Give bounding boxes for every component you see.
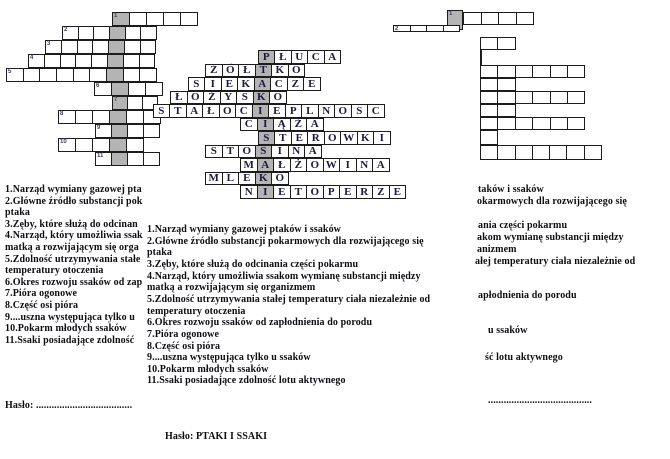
crossword-cell bbox=[532, 145, 550, 160]
crossword-cell bbox=[566, 145, 584, 160]
letter-cell: A bbox=[186, 104, 204, 118]
crossword-cell bbox=[106, 68, 124, 82]
clue-line: 3.Zęby, które służą do odcinania części pokarmu bbox=[147, 259, 359, 270]
letter-cell: C bbox=[270, 77, 288, 91]
letter-cell: A bbox=[257, 158, 275, 172]
letter-cell: N bbox=[240, 185, 258, 199]
crossword-row bbox=[480, 104, 516, 117]
clue-line: 4.Narząd, który umożliwia ssak bbox=[5, 230, 143, 241]
crossword-cell bbox=[550, 91, 568, 104]
answer-row bbox=[258, 50, 342, 64]
answer-row bbox=[188, 77, 321, 91]
crossword-cell bbox=[180, 12, 198, 26]
letter-cell: I bbox=[271, 145, 289, 159]
row-number-label: 6 bbox=[96, 83, 100, 89]
letter-cell: I bbox=[373, 131, 391, 145]
letter-cell: Ł bbox=[238, 64, 256, 78]
crossword-cell bbox=[146, 12, 164, 26]
row-number-label: 10 bbox=[60, 139, 67, 145]
clue-line: temperatury otoczenia bbox=[5, 265, 104, 276]
answer-row bbox=[170, 91, 287, 105]
clue-line: 5.Zdolność utrzymywania stałe bbox=[5, 254, 141, 265]
crossword-cell bbox=[127, 96, 143, 110]
crossword-cell bbox=[515, 145, 533, 160]
crossword-cell bbox=[443, 25, 461, 32]
answer-row bbox=[205, 172, 289, 186]
crossword-cell bbox=[143, 124, 160, 138]
crossword-cell bbox=[6, 68, 24, 82]
crossword-row bbox=[480, 37, 516, 50]
crossword-cell bbox=[139, 68, 157, 82]
letter-cell: A bbox=[372, 158, 390, 172]
row-number-label: 7 bbox=[114, 97, 118, 103]
crossword-cell bbox=[393, 25, 411, 32]
letter-cell: I bbox=[252, 104, 270, 118]
clue-line-fragment: ałej temperatury ciała niezależnie od bbox=[475, 256, 636, 267]
letter-cell: O bbox=[271, 172, 289, 186]
row-number-label: 9 bbox=[97, 125, 101, 131]
crossword-cell bbox=[112, 12, 130, 26]
letter-cell: O bbox=[324, 131, 342, 145]
crossword-cell bbox=[75, 110, 93, 124]
letter-cell: T bbox=[255, 64, 273, 78]
letter-cell: O bbox=[219, 104, 237, 118]
letter-cell: I bbox=[257, 118, 275, 132]
letter-cell: Ł bbox=[274, 50, 292, 64]
crossword-cell bbox=[58, 110, 76, 124]
crossword-cell bbox=[75, 138, 93, 152]
crossword-row bbox=[480, 65, 585, 78]
crossword-cell bbox=[45, 40, 62, 54]
letter-cell: K bbox=[237, 77, 255, 91]
letter-cell: O bbox=[334, 104, 352, 118]
crossword-row bbox=[58, 138, 144, 152]
crossword-cell bbox=[515, 65, 533, 78]
crossword-cell bbox=[497, 117, 515, 130]
crossword-cell bbox=[498, 12, 517, 25]
crossword-cell bbox=[567, 91, 585, 104]
crossword-cell bbox=[129, 12, 147, 26]
crossword-cell bbox=[410, 25, 428, 32]
letter-cell: S bbox=[205, 145, 223, 159]
crossword-row bbox=[480, 145, 602, 160]
clue-line: 1.Narząd wymiany gazowej pta bbox=[5, 184, 142, 195]
clue-line: 8.Część osi pióra bbox=[5, 300, 79, 311]
crossword-cell bbox=[109, 26, 126, 40]
clue-line: 10.Pokarm młodych ssaków bbox=[147, 364, 269, 375]
clue-line-fragment: ść lotu aktywnego bbox=[485, 352, 563, 363]
clue-line: 5.Zdolność utrzymywania stałej temperatury ciała niezależnie od bbox=[147, 294, 431, 305]
crossword-cell bbox=[127, 124, 144, 138]
letter-cell: T bbox=[222, 145, 240, 159]
letter-cell: O bbox=[306, 158, 324, 172]
crossword-cell bbox=[139, 54, 156, 68]
crossword-row bbox=[112, 12, 198, 26]
letter-cell: A bbox=[304, 145, 322, 159]
clue-line: ptaka bbox=[147, 247, 172, 258]
crossword-cell bbox=[92, 110, 110, 124]
clue-line-fragment: taków i ssaków bbox=[478, 184, 544, 195]
letter-cell: Y bbox=[220, 91, 238, 105]
letter-cell: E bbox=[303, 77, 321, 91]
crossword-cell bbox=[111, 82, 129, 96]
crossword-cell bbox=[92, 138, 110, 152]
clue-line: 11.Ssaki posiadające zdolność lotu aktywnego bbox=[147, 375, 346, 386]
crossword-cell bbox=[515, 91, 533, 104]
clue-line: 7.Pióra ogonowe bbox=[5, 288, 78, 299]
clue-line: 11.Ssaki posiadające zdolność bbox=[5, 335, 135, 346]
letter-cell: N bbox=[356, 158, 374, 172]
crossword-cell bbox=[480, 145, 498, 160]
crossword-cell bbox=[62, 26, 79, 40]
crossword-row bbox=[58, 110, 161, 124]
letter-cell: Ó bbox=[222, 64, 240, 78]
letter-cell: C bbox=[235, 104, 253, 118]
crossword-cell bbox=[497, 145, 515, 160]
crossword-cell bbox=[124, 40, 141, 54]
crossword-cell bbox=[112, 96, 128, 110]
crossword-cell bbox=[550, 65, 568, 78]
answer-row bbox=[258, 131, 391, 145]
crossword-cell bbox=[497, 65, 515, 78]
letter-cell: K bbox=[271, 64, 289, 78]
clue-line-fragment: ania części pokarmu bbox=[478, 220, 568, 231]
crossword-row bbox=[480, 91, 585, 104]
crossword-cell bbox=[109, 138, 127, 152]
letter-cell: P bbox=[323, 185, 341, 199]
letter-cell: E bbox=[268, 104, 286, 118]
crossword-cell bbox=[44, 54, 61, 68]
crossword-cell bbox=[497, 104, 515, 117]
haslo-dots-line: ........................................ bbox=[488, 395, 592, 406]
crossword-cell bbox=[128, 82, 146, 96]
crossword-cell bbox=[550, 117, 568, 130]
haslo-line-answer: Hasło: PTAKI I SSAKI bbox=[165, 431, 268, 442]
row-number-label: 2 bbox=[64, 27, 68, 33]
letter-cell: P bbox=[258, 50, 276, 64]
clue-line-fragment: u ssaków bbox=[488, 325, 528, 336]
crossword-cell bbox=[163, 12, 181, 26]
crossword-cell bbox=[109, 110, 127, 124]
letter-cell: Ż bbox=[290, 158, 308, 172]
letter-cell: K bbox=[255, 172, 273, 186]
crossword-cell bbox=[91, 54, 108, 68]
letter-cell: Ż bbox=[205, 64, 223, 78]
crossword-row bbox=[463, 12, 534, 25]
crossword-cell bbox=[111, 124, 128, 138]
row-number-label: 3 bbox=[47, 41, 51, 47]
letter-cell: M bbox=[205, 172, 223, 186]
crossword-cell bbox=[89, 68, 107, 82]
crossword-cell bbox=[123, 54, 140, 68]
crossword-cell bbox=[481, 12, 500, 25]
clue-line: 10.Pokarm młodych ssaków bbox=[5, 323, 127, 334]
letter-cell: T bbox=[290, 185, 308, 199]
letter-cell: I bbox=[257, 185, 275, 199]
letter-cell: Ł bbox=[273, 158, 291, 172]
crossword-cell bbox=[463, 12, 482, 25]
clue-line: 8.Część osi pióra bbox=[147, 341, 221, 352]
crossword-cell bbox=[77, 40, 94, 54]
letter-cell: O bbox=[269, 91, 287, 105]
row-number-label: 2 bbox=[395, 26, 399, 32]
letter-cell: A bbox=[306, 118, 324, 132]
crossword-row bbox=[480, 130, 498, 145]
clue-line: matką a rozwijającym się orga bbox=[5, 242, 139, 253]
letter-cell: S bbox=[188, 77, 206, 91]
crossword-cell bbox=[95, 152, 112, 166]
crossword-cell bbox=[584, 145, 602, 160]
letter-cell: N bbox=[288, 145, 306, 159]
clue-line: 2.Główne źródło substancji pokarmowych dla rozwijającego się bbox=[147, 236, 424, 247]
crossword-cell bbox=[515, 117, 533, 130]
letter-cell: I bbox=[204, 77, 222, 91]
letter-cell: O bbox=[187, 91, 205, 105]
crossword-cell bbox=[497, 91, 515, 104]
letter-cell: S bbox=[258, 131, 276, 145]
crossword-row bbox=[480, 78, 516, 91]
crossword-cell bbox=[480, 78, 498, 91]
clue-line: 7.Pióra ogonowe bbox=[147, 329, 220, 340]
crossword-cell bbox=[56, 68, 74, 82]
answer-row bbox=[205, 64, 305, 78]
letter-cell: O bbox=[288, 64, 306, 78]
crossword-cell bbox=[73, 68, 91, 82]
clue-line-fragment: apłodnienia do porodu bbox=[478, 290, 577, 301]
letter-cell: C bbox=[367, 104, 385, 118]
letter-cell: Z bbox=[372, 185, 390, 199]
letter-cell: E bbox=[339, 185, 357, 199]
crossword-row bbox=[94, 82, 163, 96]
letter-cell: S bbox=[153, 104, 171, 118]
crossword-cell bbox=[111, 152, 128, 166]
crossword-row bbox=[95, 124, 160, 138]
crossword-cell bbox=[126, 138, 144, 152]
letter-cell: L bbox=[222, 172, 240, 186]
crossword-cell bbox=[567, 117, 585, 130]
letter-cell: S bbox=[236, 91, 254, 105]
crossword-cell bbox=[480, 37, 498, 50]
row-number-label: 4 bbox=[30, 55, 34, 61]
crossword-cell bbox=[95, 124, 112, 138]
letter-cell: K bbox=[253, 91, 271, 105]
answer-row bbox=[240, 185, 406, 199]
letter-cell: O bbox=[238, 145, 256, 159]
letter-cell: W bbox=[323, 158, 341, 172]
grid-connector-line bbox=[480, 49, 482, 66]
clue-line: 1.Narząd wymiany gazowej ptaków i ssaków bbox=[147, 224, 341, 235]
crossword-row bbox=[6, 68, 157, 82]
letter-cell: L bbox=[301, 104, 319, 118]
clue-line: 3.Zęby, które służą do odcinan bbox=[5, 219, 138, 230]
clue-line-fragment: okarmowych dla rozwijającego się bbox=[477, 196, 627, 207]
crossword-cell bbox=[516, 12, 535, 25]
letter-cell: Ą bbox=[273, 118, 291, 132]
letter-cell: A bbox=[254, 77, 272, 91]
crossword-cell bbox=[123, 68, 141, 82]
letter-cell: Z bbox=[287, 77, 305, 91]
crossword-cell bbox=[75, 54, 92, 68]
clue-line: 6.Okres rozwoju ssaków od zap bbox=[5, 277, 143, 288]
row-number-label: 5 bbox=[8, 69, 12, 75]
clue-line: matką a rozwijającym się organizmem bbox=[147, 282, 316, 293]
letter-cell: Ł bbox=[170, 91, 188, 105]
crossword-cell bbox=[60, 54, 77, 68]
row-number-label: 1 bbox=[449, 11, 453, 17]
row-number-label: 11 bbox=[97, 153, 104, 159]
crossword-cell bbox=[108, 40, 125, 54]
letter-cell: Ż bbox=[290, 118, 308, 132]
answer-row bbox=[240, 118, 324, 132]
letter-cell: O bbox=[306, 185, 324, 199]
clue-line-fragment: anizmem bbox=[477, 244, 517, 255]
letter-cell: E bbox=[291, 131, 309, 145]
letter-cell: S bbox=[351, 104, 369, 118]
letter-cell: E bbox=[238, 172, 256, 186]
letter-cell: S bbox=[255, 145, 273, 159]
clue-line-fragment: akom wymianę substancji między bbox=[477, 232, 624, 243]
crossword-cell bbox=[107, 54, 124, 68]
crossword-cell bbox=[532, 65, 550, 78]
crossword-cell bbox=[480, 91, 498, 104]
clue-line: ptaka bbox=[5, 207, 30, 218]
crossword-row bbox=[480, 117, 585, 130]
letter-cell: E bbox=[389, 185, 407, 199]
answer-row bbox=[205, 145, 322, 159]
crossword-cell bbox=[125, 26, 142, 40]
letter-cell: E bbox=[221, 77, 239, 91]
crossword-cell bbox=[497, 78, 515, 91]
haslo-line-blank: Hasło: ..................................... bbox=[5, 400, 133, 411]
letter-cell: M bbox=[240, 158, 258, 172]
letter-cell: U bbox=[291, 50, 309, 64]
row-number-label: 8 bbox=[60, 111, 64, 117]
letter-cell: P bbox=[285, 104, 303, 118]
letter-cell: E bbox=[273, 185, 291, 199]
crossword-cell bbox=[92, 40, 109, 54]
letter-cell: I bbox=[339, 158, 357, 172]
letter-cell: R bbox=[356, 185, 374, 199]
crossword-cell bbox=[127, 152, 144, 166]
letter-cell: C bbox=[307, 50, 325, 64]
crossword-cell bbox=[23, 68, 41, 82]
crossword-cell bbox=[480, 104, 498, 117]
row-number-label: 1 bbox=[114, 13, 118, 19]
clue-line: temperatury otoczenia bbox=[147, 306, 246, 317]
crossword-cell bbox=[145, 82, 163, 96]
letter-cell: R bbox=[307, 131, 325, 145]
crossword-cell bbox=[549, 145, 567, 160]
crossword-cell bbox=[143, 152, 160, 166]
clue-line: 9....uszna występująca tylko u ssaków bbox=[147, 352, 311, 363]
crossword-cell bbox=[94, 82, 112, 96]
crossword-cell bbox=[567, 65, 585, 78]
letter-cell: K bbox=[357, 131, 375, 145]
crossword-cell bbox=[78, 26, 95, 40]
answer-row bbox=[153, 104, 385, 118]
letter-cell: A bbox=[324, 50, 342, 64]
crossword-cell bbox=[480, 65, 498, 78]
clue-line: 9....uszna występująca tylko u bbox=[5, 312, 135, 323]
crossword-cell bbox=[58, 138, 76, 152]
letter-cell: C bbox=[240, 118, 258, 132]
crossword-cell bbox=[61, 40, 78, 54]
crossword-row bbox=[45, 40, 156, 54]
crossword-cell bbox=[140, 26, 157, 40]
clue-line: 4.Narząd, który umożliwia ssakom wymianę substancji między bbox=[147, 271, 421, 282]
crossword-cell bbox=[93, 26, 110, 40]
crossword-cell bbox=[480, 117, 498, 130]
letter-cell: N bbox=[318, 104, 336, 118]
crossword-cell bbox=[532, 117, 550, 130]
letter-cell: W bbox=[340, 131, 358, 145]
crossword-row bbox=[112, 96, 158, 110]
letter-cell: T bbox=[169, 104, 187, 118]
letter-cell: Ł bbox=[202, 104, 220, 118]
letter-cell: T bbox=[274, 131, 292, 145]
crossword-cell bbox=[532, 91, 550, 104]
crossword-cell bbox=[140, 40, 157, 54]
answer-row bbox=[240, 158, 390, 172]
clue-line: 6.Okres rozwoju ssaków od zapłodnienia do porodu bbox=[147, 317, 373, 328]
crossword-cell bbox=[126, 110, 144, 124]
letter-cell: Ż bbox=[203, 91, 221, 105]
crossword-cell bbox=[497, 37, 515, 50]
crossword-cell bbox=[426, 25, 444, 32]
crossword-row bbox=[28, 54, 155, 68]
crossword-row bbox=[62, 26, 157, 40]
crossword-cell bbox=[480, 130, 498, 145]
crossword-row bbox=[393, 25, 460, 32]
crossword-cell bbox=[28, 54, 45, 68]
crossword-cell bbox=[39, 68, 57, 82]
crossword-row bbox=[95, 152, 160, 166]
clue-line: 2.Główne źródło substancji pok bbox=[5, 196, 143, 207]
